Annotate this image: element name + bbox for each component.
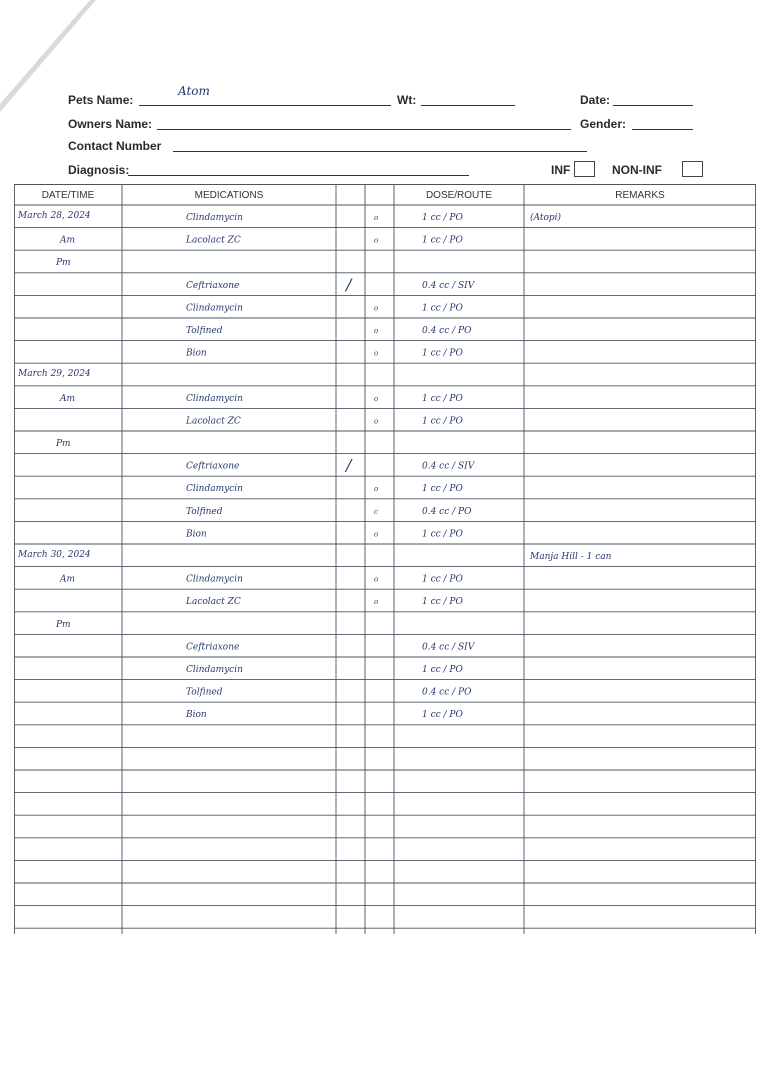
cell-date-time: Am	[60, 235, 76, 246]
date-field[interactable]	[613, 105, 693, 106]
cell-mark: o	[374, 214, 379, 222]
cell-mark: o	[374, 417, 379, 426]
cell-medication: Lacolact ZC	[186, 416, 241, 427]
gender-field[interactable]	[632, 129, 693, 130]
cell-mark: o	[374, 575, 379, 584]
non-inf-checkbox[interactable]	[682, 161, 703, 177]
cell-mark: o	[374, 485, 379, 494]
cell-medication: Ceftriaxone	[186, 280, 240, 291]
cell-date-time: March 28, 2024	[18, 211, 91, 221]
wt-label: Wt:	[397, 93, 417, 107]
cell-dose-route: 1 cc / PO	[422, 303, 463, 314]
cell-dose-route: 0.4 cc / SIV	[422, 461, 475, 472]
cell-dose-route: 1 cc / PO	[422, 597, 463, 608]
cell-medication: Clindamycin	[186, 665, 243, 675]
cell-date-time: Am	[60, 574, 76, 585]
cell-medication: Clindamycin	[186, 484, 243, 495]
cell-medication: Clindamycin	[186, 574, 243, 585]
contact-number-label: Contact Number	[68, 139, 162, 153]
cell-date-time: Pm	[56, 258, 71, 269]
cell-dose-route: 1 cc / PO	[422, 348, 463, 359]
cell-dose-route: 1 cc / PO	[422, 213, 463, 223]
cell-mark: o	[374, 598, 379, 607]
cell-medication: Clindamycin	[186, 213, 243, 223]
cell-mark: o	[374, 394, 379, 403]
cell-medication: Bion	[186, 710, 207, 721]
owners-name-label: Owners Name:	[68, 117, 153, 131]
cell-medication: Ceftriaxone	[186, 461, 240, 472]
cell-mark: o	[374, 304, 379, 313]
cell-medication: Lacolact ZC	[186, 597, 241, 608]
cell-date-time: Pm	[56, 619, 71, 630]
cell-medication: Bion	[186, 348, 207, 359]
non-inf-label: NON-INF	[612, 163, 662, 177]
folded-corner	[0, 0, 90, 104]
cell-remarks: Manja Hill - 1 can	[530, 552, 612, 562]
cell-medication: Lacolact ZC	[186, 235, 241, 246]
cell-medication: Ceftriaxone	[186, 642, 240, 653]
column-header: REMARKS	[615, 190, 665, 201]
cell-medication: Bion	[186, 529, 207, 540]
cell-dose-route: 1 cc / PO	[422, 710, 463, 721]
cell-mark: o	[374, 236, 379, 245]
gender-label: Gender:	[580, 117, 627, 131]
cell-medication: Clindamycin	[186, 303, 243, 314]
contact-number-field[interactable]	[173, 151, 587, 152]
cell-remarks: (Atopi)	[530, 213, 562, 223]
cell-check-mark: /	[346, 455, 352, 475]
cell-mark: o	[374, 349, 379, 358]
cell-medication: Clindamycin	[186, 393, 243, 404]
cell-mark: o	[374, 530, 379, 539]
cell-dose-route: 1 cc / PO	[422, 416, 463, 427]
cell-dose-route: 1 cc / PO	[422, 665, 463, 675]
pets-name-label: Pets Name:	[68, 93, 134, 107]
diagnosis-label: Diagnosis:	[68, 163, 130, 177]
date-label: Date:	[580, 93, 611, 107]
cell-date-time: March 29, 2024	[18, 369, 91, 380]
cell-dose-route: 1 cc / PO	[422, 235, 463, 246]
cell-dose-route: 1 cc / PO	[422, 529, 463, 540]
cell-medication: Tolfined	[186, 506, 223, 517]
inf-label: INF	[551, 163, 571, 177]
column-header: DOSE/ROUTE	[425, 190, 493, 201]
treatment-sheet-table	[14, 184, 758, 934]
cell-dose-route: 0.4 cc / SIV	[422, 280, 475, 291]
wt-field[interactable]	[421, 105, 515, 106]
cell-dose-route: 1 cc / PO	[422, 484, 463, 495]
cell-date-time: Pm	[56, 439, 71, 449]
cell-dose-route: 0.4 cc / PO	[422, 506, 472, 517]
cell-mark: c	[374, 507, 378, 516]
owners-name-field[interactable]	[157, 129, 571, 130]
cell-date-time: March 30, 2024	[18, 550, 91, 560]
cell-medication: Tolfined	[186, 687, 223, 698]
column-header: DATE/TIME	[41, 190, 95, 201]
cell-dose-route: 1 cc / PO	[422, 574, 463, 585]
cell-dose-route: 0.4 cc / PO	[422, 326, 472, 336]
cell-dose-route: 0.4 cc / PO	[422, 687, 472, 698]
diagnosis-field[interactable]	[128, 175, 469, 176]
pets-name-field[interactable]	[139, 105, 391, 106]
cell-mark: o	[374, 327, 379, 335]
cell-check-mark: /	[346, 274, 352, 294]
pets-name-value: Atom	[178, 84, 210, 98]
cell-dose-route: 0.4 cc / SIV	[422, 642, 475, 653]
cell-date-time: Am	[60, 393, 76, 404]
cell-dose-route: 1 cc / PO	[422, 393, 463, 404]
cell-medication: Tolfined	[186, 326, 223, 336]
inf-checkbox[interactable]	[574, 161, 595, 177]
column-header: MEDICATIONS	[194, 190, 264, 201]
